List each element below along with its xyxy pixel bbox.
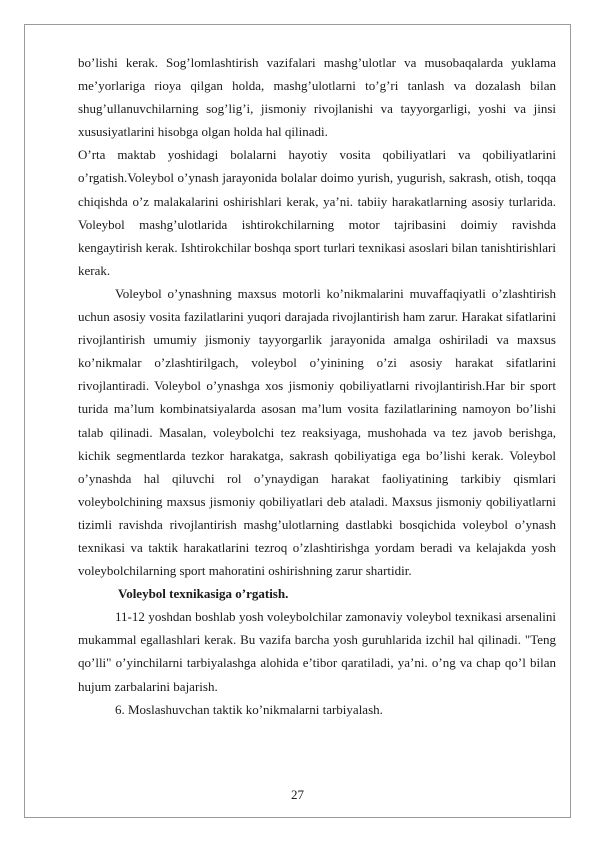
section-heading: Voleybol texnikasiga o’rgatish. bbox=[118, 586, 289, 602]
page-body bbox=[78, 51, 556, 721]
page-number: 27 bbox=[291, 787, 304, 802]
paragraph-technique: 11-12 yoshdan boshlab yosh voleybolchilar zamonaviy voleybol texnikasi arsenalini mukammal egallashlari kerak. Bu vazifa barcha yosh guruhlarida izchil hal qilinadi. "Teng qo’lli" o’yinchilarni tarbiyalashga alohida e’tibor qaratiladi, ya’ni. o’ng va chap qo’l bilan hujum zarbalarini bajarish. bbox=[78, 609, 556, 694]
paragraph-motor-skills: O’rta maktab yoshidagi bolalarni hayotiy vosita qobiliyatlari va qobiliyatlarini o’rgatish.Voleybol o’ynash jarayonida bolalar doimo yurish, yugurish, sakrash, otish, toqqa chiqishda o’z malakalarini oshirishlari kerak, ya’ni. tabiiy harakatlarning asosiy turlarida. Voleybol mashg’ulotlarida ishtirokchilarning motor tajribasini doimiy ravishda kengaytirish kerak. Ishtirokchilar boshqa sport turlari texnikasi asoslari bilan tanishtirishlari kerak. bbox=[78, 147, 556, 278]
paragraph-health-tasks: bo’lishi kerak. Sog’lomlashtirish vazifalari mashg’ulotlar va musobaqalarda yuklama me’yorlariga rioya qilgan holda, mashg’ulotlarni to’g’ri tanlash va dozalash bilan shug’ullanuvchilarning sog’lig’i, jismoniy rivojlanishi va tayyorgarligi, yoshi va jinsi xususiyatlarini hisobga olgan holda hal qilinadi. bbox=[78, 55, 556, 140]
paragraph-physical-qualities: Voleybol o’ynashning maxsus motorli ko’nikmalarini muvaffaqiyatli o’zlashtirish uchun asosiy vosita fazilatlarini yuqori darajada rivojlantirish ham zarur. Harakat sifatlarini rivojlantirish umumiy jismoniy tayyorgarlik jarayonida amalga oshiriladi va maxsus ko’nikmalar o’zlashtirilgach, voleybol o’yinining o’zi asosiy harakat sifatlarini rivojlantiradi. Voleybol o’ynashga xos jismoniy qobiliyatlarni rivojlantirish.Har bir sport turida ma’lum kombinatsiyalarda asosan ma’lum vosita fazilatlarining namoyon bo’lishi talab qilinadi. Masalan, voleybolchi tez reaksiyaga, mushohada va tez javob berishga, kichik segmentlarda tezkor harakatga, sakrash qobiliyatiga ega bo’lishi kerak. Voleybol o’ynashda hal qiluvchi rol o’ynaydigan harakat faoliyatining tarkibiy qismlari voleybolchining maxsus jismoniy qobiliyatlari deb ataladi. Maxsus jismoniy qobiliyatlarni tizimli ravishda rivojlantirish mashg’ulotlarning dastlabki bosqichida voleybol o’ynash texnikasi va taktik harakatlarini tezroq o’zlashtirishga yordam beradi va kelajakda yosh voleybolchilarning sport mahoratini oshirishning zarur shartidir. bbox=[78, 285, 556, 579]
paragraph-tactics-item: 6. Moslashuvchan taktik ko’nikmalarni tarbiyalash. bbox=[115, 701, 383, 717]
